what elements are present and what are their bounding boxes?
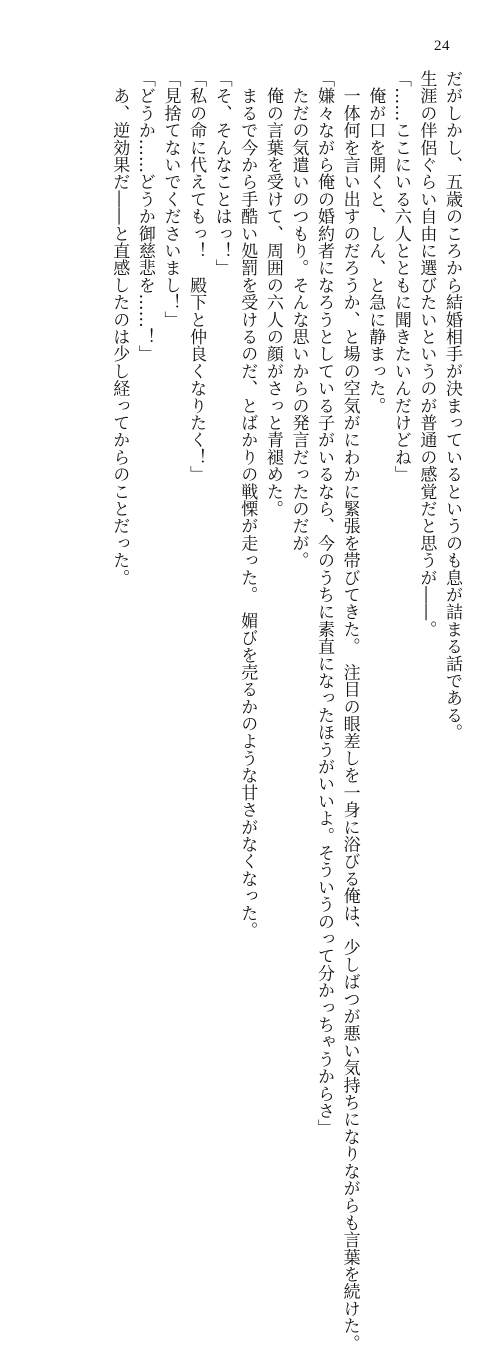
text-line: 「見捨てないでくださいまし！」: [160, 70, 181, 328]
novel-text-body: [19, 70, 464, 1352]
text-line: 「……ここにいる六人とともに聞きたいんだけどね」: [390, 70, 411, 483]
text-line: 俺が口を開くと、しん、と急に静まった。: [365, 70, 386, 414]
page-number: 24: [434, 38, 450, 54]
text-line: 「どうか……どうか御慈悲を……！」: [134, 70, 155, 363]
text-line: 「私の命に代えてもっ！ 殿下と仲良くなりたく！」: [186, 70, 207, 483]
text-line: ただの気遣いのつもり。そんな思いからの発言だったのだが。: [288, 70, 309, 569]
text-line: 「そ、そんなことはっ！」: [211, 70, 232, 277]
text-line: まるで今から手酷い処罰を受けるのだ、とばかりの戦慄が走った。 媚びを売るかのような甘さがなくなった。: [237, 70, 258, 939]
text-line: あ、逆効果だ――と直感したのは少し経ってからのことだった。: [109, 70, 130, 586]
text-line: 一体何を言い出すのだろうか、と場の空気がにわかに緊張を帯びてきた。 注目の眼差しを一身に浴びる俺は、少しばつが悪い気持ちになりながらも言葉を続けた。: [339, 70, 360, 1352]
text-line: だがしかし、五歳のころから結婚相手が決まっているというのも息が詰まる話である。: [442, 70, 462, 741]
text-line: 「嫌々ながら俺の婚約者になろうとしている子がいるなら、今のうちに素直になったほうがいいよ。そういうのって分かっちゃうからさ」: [314, 70, 335, 1137]
text-line: 俺の言葉を受けて、周囲の六人の顔がさっと青褪めた。: [262, 70, 283, 518]
text-line: 生涯の伴侶ぐらい自由に選びたいというのが普通の感覚だと思うが――。: [416, 70, 437, 638]
